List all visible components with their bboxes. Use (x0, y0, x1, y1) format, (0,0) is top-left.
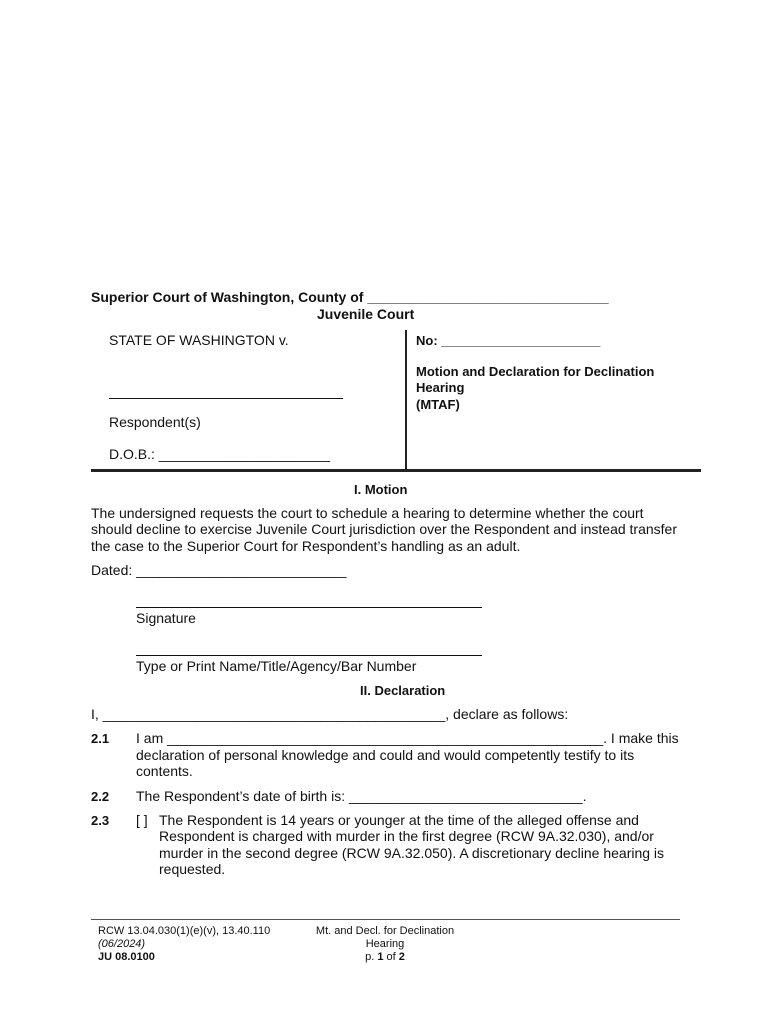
document-title-line-1: Motion and Declaration for Declination (416, 364, 655, 379)
item-2-3-checkbox[interactable]: [ ] (136, 812, 148, 828)
footer-title-1: Mt. and Decl. for Declination (315, 925, 455, 937)
item-2-3-line-3: murder in the second degree (RCW 9A.32.050). A discretionary decline hearing is (159, 845, 665, 861)
footer-title-2: Hearing (365, 938, 405, 950)
signature-label: Signature (136, 610, 196, 626)
item-2-1-line-1: I am ________________________________________________________. I make this (136, 730, 679, 746)
document-code: (MTAF) (416, 397, 460, 412)
item-2-3-line-1: The Respondent is 14 years or younger at the time of the alleged offense and (159, 812, 639, 828)
item-2-1-line-2: declaration of personal knowledge and could and would competently testify to its (136, 747, 635, 763)
court-subtitle: Juvenile Court (317, 306, 415, 322)
caption-vertical-divider (405, 330, 407, 470)
item-number: 2.2 (91, 789, 110, 804)
footer-page-number: p. 1 of 2 (365, 951, 405, 963)
respondent-signature-line (109, 398, 343, 399)
item-2-2-line-1: The Respondent’s date of birth is: ______________________________. (136, 788, 587, 804)
motion-heading: I. Motion (354, 482, 408, 497)
caption-bottom-rule (91, 469, 701, 472)
footer-rule (91, 919, 680, 920)
name-line (136, 655, 482, 656)
case-number: No: ______________________ (416, 333, 601, 348)
motion-text-line-2: should decline to exercise Juvenile Court jurisdiction over the Respondent and instead transfer (91, 521, 678, 537)
motion-text-line-1: The undersigned requests the court to schedule a hearing to determine whether the court (91, 505, 644, 521)
document-title-line-2: Hearing (416, 380, 465, 395)
dob-field: D.O.B.: ______________________ (109, 446, 331, 462)
name-label: Type or Print Name/Title/Agency/Bar Number (136, 658, 417, 674)
footer-form-number: JU 08.0100 (98, 951, 155, 963)
court-title: Superior Court of Washington, County of _______________________________ (91, 289, 609, 305)
item-number: 2.1 (91, 731, 110, 746)
footer-revision: (06/2024) (98, 938, 146, 950)
dated-field: Dated: ___________________________ (91, 562, 347, 578)
respondent-label: Respondent(s) (109, 414, 201, 430)
motion-text-line-3: the case to the Superior Court for Respondent’s handling as an adult. (91, 538, 521, 554)
declaration-heading: II. Declaration (360, 683, 446, 698)
footer-rcw: RCW 13.04.030(1)(e)(v), 13.40.110 (98, 925, 271, 937)
item-2-1-line-3: contents. (136, 763, 193, 779)
item-number: 2.3 (91, 813, 110, 828)
signature-line (136, 607, 482, 608)
item-2-3-line-4: requested. (159, 861, 226, 877)
item-2-3-line-2: Respondent is charged with murder in the first degree (RCW 9A.32.030), and/or (159, 828, 654, 844)
declaration-intro: I, ____________________________________________, declare as follows: (91, 706, 569, 722)
state-line: STATE OF WASHINGTON v. (109, 332, 289, 348)
